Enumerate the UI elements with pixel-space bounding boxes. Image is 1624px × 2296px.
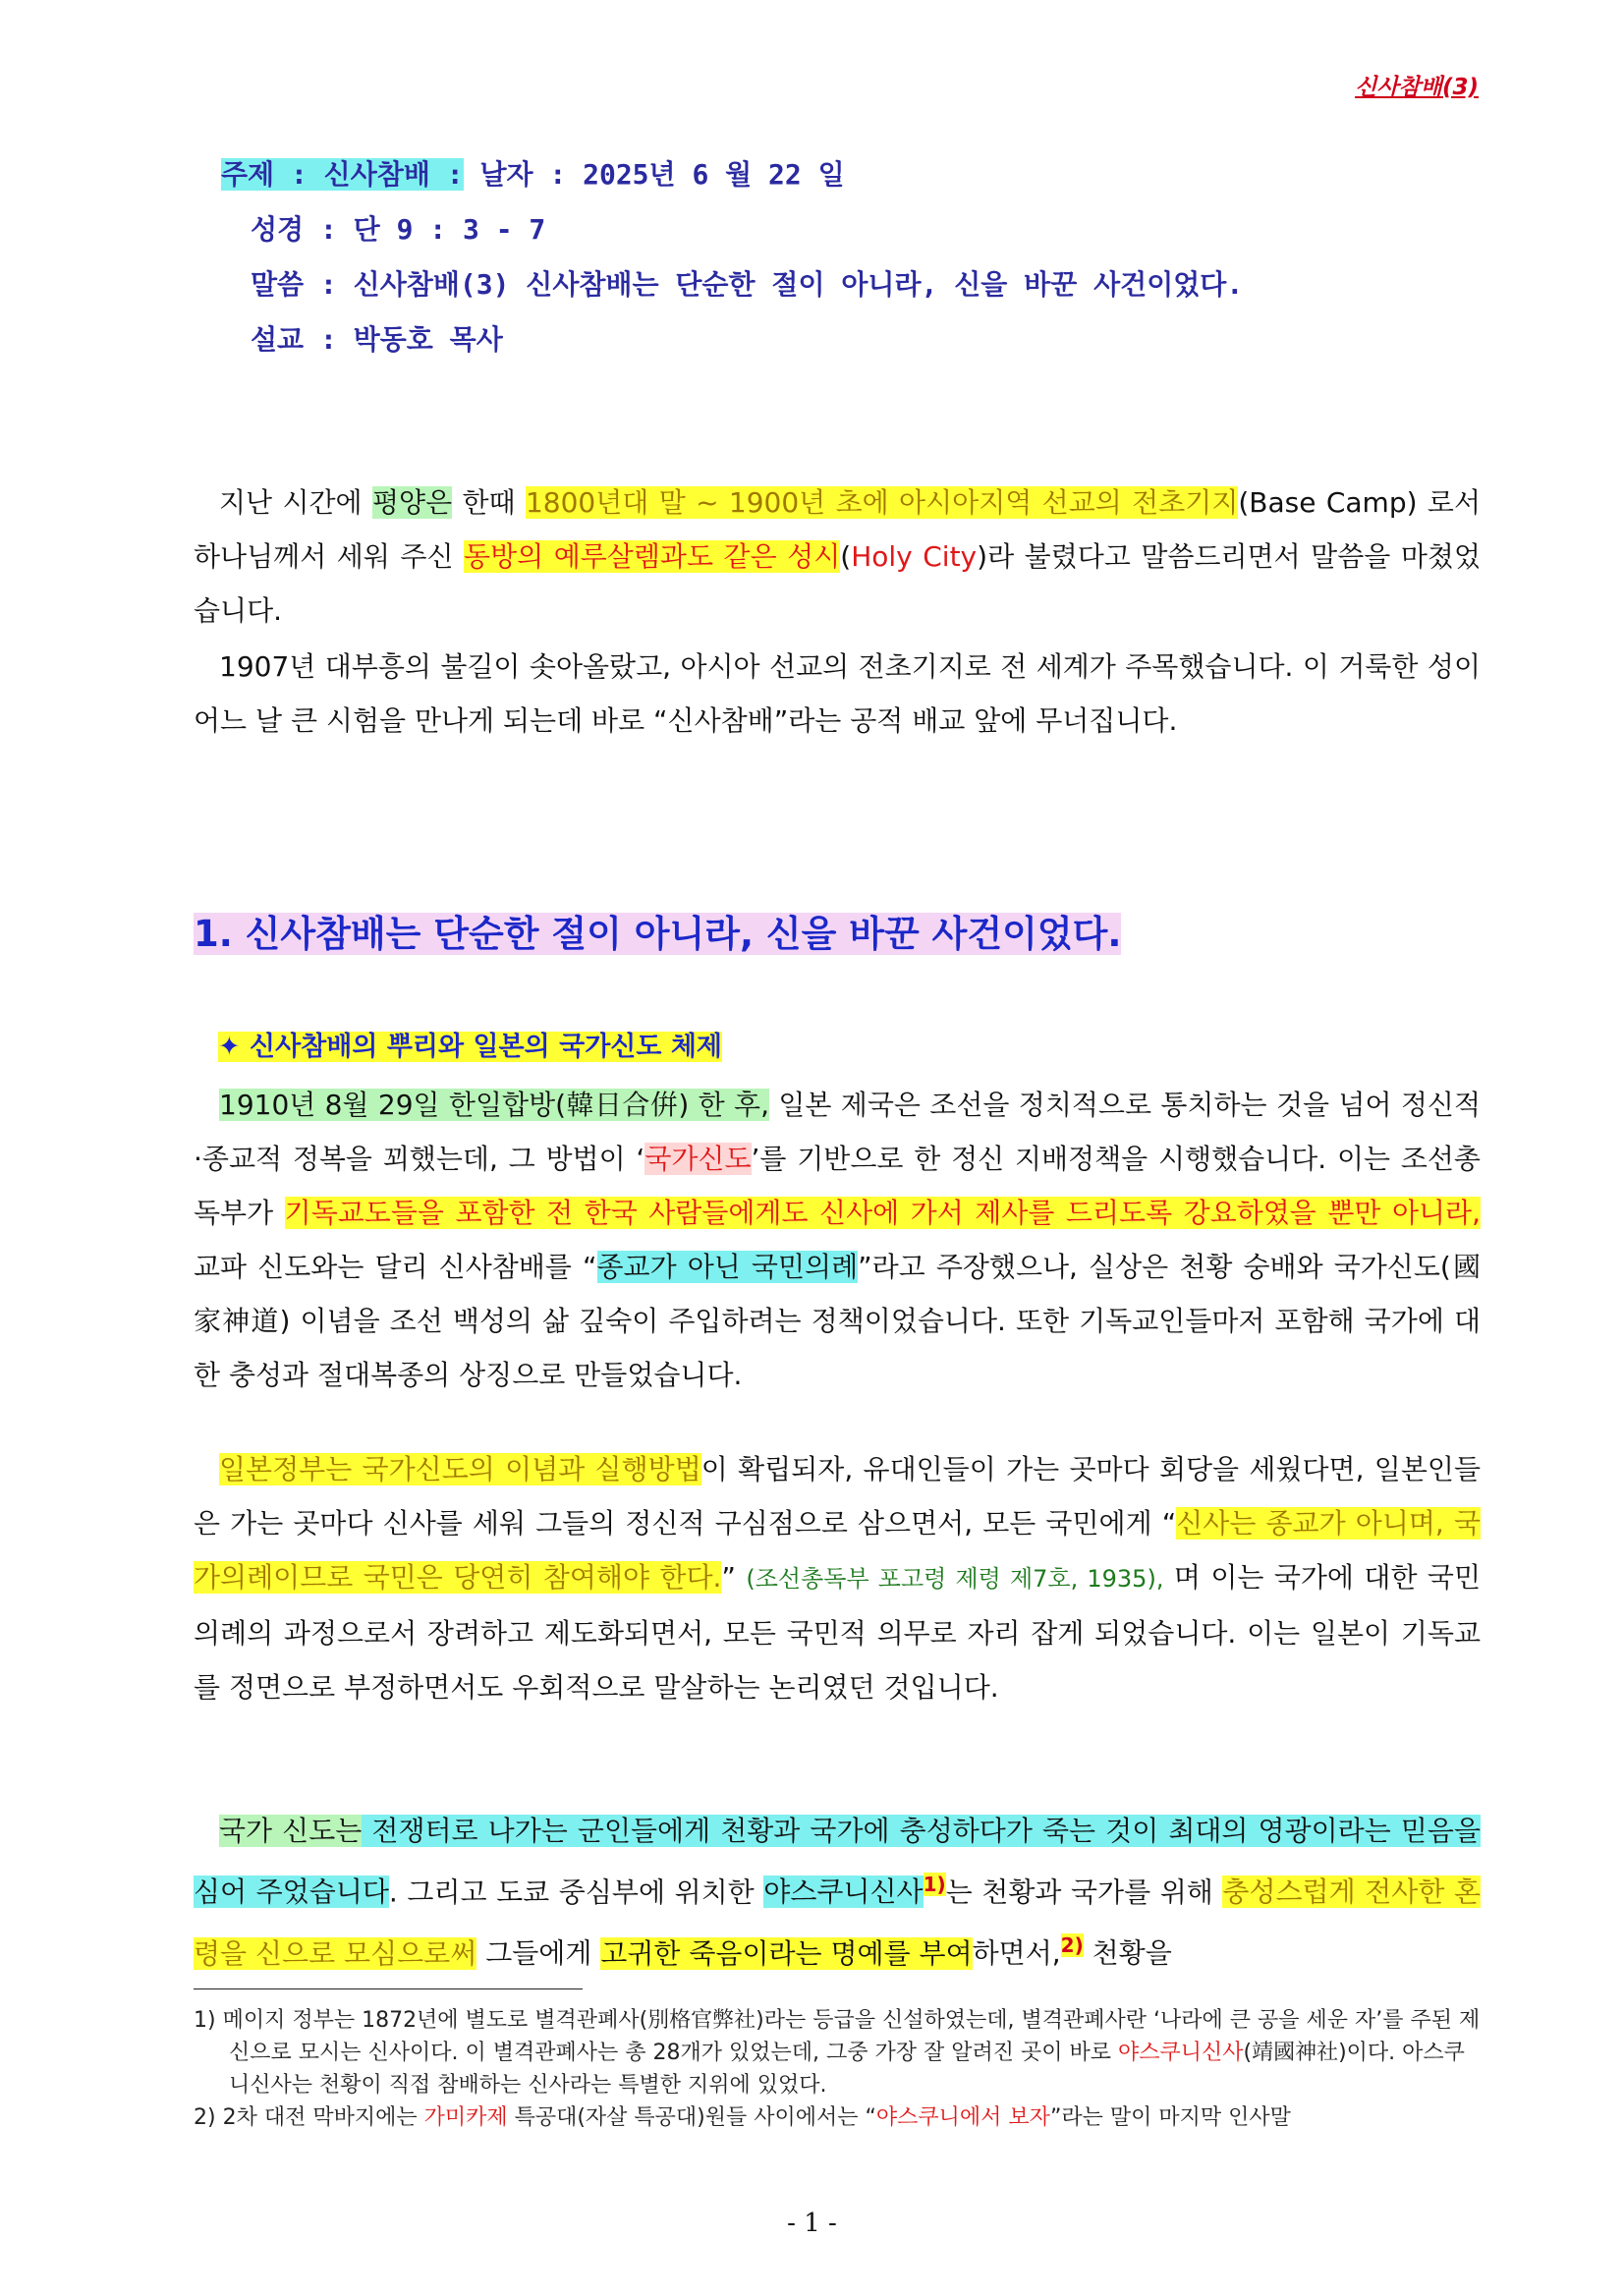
text-run: (靖國神社)이다. 아스쿠니신사는 천황이 직접 참배하는 신사라는 특별한 지위에 있었다. — [229, 2041, 1465, 2098]
highlight-coercion: 기독교도들을 포함한 전 한국 사람들에게도 신사에 가서 제사를 드리도록 강요하였을 뿐만 아니라, — [284, 1197, 1482, 1229]
text-run: . 그리고 도쿄 중심부에 위치한 — [388, 1876, 764, 1909]
text-run: ’를 기반으로 한 정신 지배정책을 시행했습니다. 이는 조선총독부가 — [194, 1143, 1481, 1229]
highlight-soldier-belief: 전쟁터로 나가는 군인들에게 천황과 국가에 충성하다가 죽는 것이 최대의 영광이라는 믿음을 심어 주었습니다 — [194, 1815, 1481, 1909]
footnote-ref-2[interactable]: 2) — [1060, 1933, 1084, 1958]
text-run: ” — [721, 1561, 747, 1594]
intro-paragraph-1 — [194, 476, 1481, 638]
decree-citation: (조선총독부 포고령 제령 제7호, 1935), — [746, 1565, 1164, 1593]
text-run: ”라고 주장했으나, 실상은 천황 숭배와 국가신도(國家神道) 이념을 조선 백성의 삶 깊숙이 주입하려는 정책이었습니다. 또한 기독교인들마저 포함해 국가에 대한 충성과 절대복종의 상징으로 만들었습니다. — [194, 1251, 1482, 1391]
highlight-base-camp: 1800년대 말 ~ 1900년 초에 아시아지역 선교의 전초기지 — [525, 486, 1239, 519]
text-run: 는 천황과 국가를 위해 — [945, 1876, 1223, 1909]
text-run: 특공대(자살 특공대)원들 사이에서는 “ — [507, 2105, 876, 2130]
footnote-divider — [194, 1988, 583, 1989]
text-run: 한때 — [452, 486, 526, 519]
body-paragraph-1 — [194, 1078, 1481, 1402]
text-run: 그들에게 — [476, 1936, 601, 1970]
sermon-title: 말씀 : 신사참배(3) 신사참배는 단순한 절이 아니라, 신을 바꾼 사건이었다. — [251, 268, 1244, 301]
date-text: 날자 : 2025년 6 월 22 일 — [479, 158, 845, 191]
meta-row-subject-date — [221, 147, 1243, 202]
text-run: )라 불렸다고 말씀드리면서 말씀을 마쳤었습니다. — [194, 540, 1482, 627]
highlight-state-shinto: 국가신도 — [644, 1143, 752, 1175]
text-run: (Base Camp) 로서 하나님께서 세워 주신 — [194, 486, 1481, 573]
scripture-ref: 성경 : 단 9 : 3 - 7 — [251, 213, 546, 246]
highlight-state-shinto-2: 국가 신도는 — [219, 1815, 363, 1847]
section-heading-text: 1. 신사참배는 단순한 절이 아니라, 신을 바꾼 사건이었다. — [194, 913, 1122, 955]
subheading-text: ✦ 신사참배의 뿌리와 일본의 국가신도 체제 — [218, 1032, 723, 1062]
running-header: 신사참배(3) — [1355, 75, 1479, 100]
highlight-jerusalem: 동방의 예루살렘과도 같은 성시 — [464, 540, 841, 573]
text-run: 며 이는 국가에 대한 국민의례의 과정으로서 장려하고 제도화되면서, 모든 국민적 의무로 자리 잡게 되었습니다. 이는 일본이 기독교를 정면으로 부정하면서도 우회적으로 말살하는 논리였던 것입니다. — [194, 1561, 1481, 1704]
highlight-shrine-not-religion: 신사는 종교가 아니며, 국가의례이므로 국민은 당연히 참여해야 한다. — [194, 1507, 1481, 1594]
text-run: 이 확립되자, 유대인들이 가는 곳마다 회당을 세웠다면, 일본인들은 가는 곳마다 신사를 세워 그들의 정신적 구심점으로 삼으면서, 모든 국민에게 “ — [194, 1453, 1481, 1540]
footnote-1 — [194, 2004, 1481, 2101]
body-paragraph-3 — [194, 1804, 1481, 1981]
footnotes — [194, 2004, 1481, 2134]
footnote-see-you: 야스쿠니에서 보자 — [875, 2105, 1050, 2130]
footnote-kamikaze: 가미카제 — [423, 2105, 508, 2130]
text-run: ”라는 말이 마지막 인사말 — [1049, 2105, 1291, 2130]
highlight-annexation: 1910년 8월 29일 한일합방(韓日合倂) 한 후, — [219, 1089, 769, 1121]
subheading — [218, 1025, 722, 1063]
text-run: 하면서, — [972, 1936, 1061, 1970]
page-number: - 1 - — [787, 2209, 837, 2238]
text-run: 일본 제국은 조선을 정치적으로 통치하는 것을 넘어 정신적·종교적 정복을 꾀했는데, 그 방법이 ‘ — [194, 1089, 1481, 1175]
text-run: 교파 신도와는 달리 신사참배를 “ — [194, 1251, 597, 1283]
text-run: 지난 시간에 — [219, 486, 372, 519]
sermon-meta — [221, 147, 1243, 367]
text-run: ( — [840, 540, 852, 573]
subject-label: 주제 : 신사참배 : — [221, 158, 464, 191]
footnote-2 — [194, 2101, 1481, 2134]
highlight-pyongyang: 평양은 — [371, 486, 453, 519]
text-run: 1) 메이지 정부는 1872년에 별도로 별격관폐사(別格官弊社)라는 등급을 신설하였는데, 별격관폐사란 ‘나라에 큰 공을 세운 자’를 주된 제신으로 모시는 신사이다. 이 별격관폐사는 총 28개가 있었는데, 그중 가장 잘 알려진 곳이 바로 — [194, 2008, 1481, 2065]
preacher: 설교 : 박동호 목사 — [251, 323, 503, 356]
footnote-yasukuni: 야스쿠니신사 — [1117, 2041, 1244, 2065]
highlight-honor: 고귀한 죽음이라는 명예를 부여 — [600, 1936, 973, 1970]
body-paragraph-2 — [194, 1442, 1481, 1714]
section-heading — [194, 904, 1121, 957]
highlight-japan-government: 일본정부는 국가신도의 이념과 실행방법 — [219, 1453, 701, 1485]
highlight-enshrine: 충성스럽게 전사한 혼령을 신으로 모심으로써 — [194, 1876, 1481, 1970]
highlight-yasukuni: 야스쿠니신사 — [763, 1876, 924, 1909]
text-run: 2) 2차 대전 막바지에는 — [194, 2105, 424, 2130]
intro-paragraph-2: 1907년 대부흥의 불길이 솟아올랐고, 아시아 선교의 전초기지로 전 세계가 주목했습니다. 이 거룩한 성이 어느 날 큰 시험을 만나게 되는데 바로 “신사참배”라는 공적 배교 앞에 무너집니다. — [194, 650, 1481, 737]
holy-city-text: Holy City — [851, 540, 978, 573]
highlight-national-ritual: 종교가 아닌 국민의례 — [596, 1251, 859, 1283]
footnote-ref-1[interactable]: 1) — [923, 1873, 946, 1896]
text-run: 천황을 — [1083, 1936, 1172, 1970]
